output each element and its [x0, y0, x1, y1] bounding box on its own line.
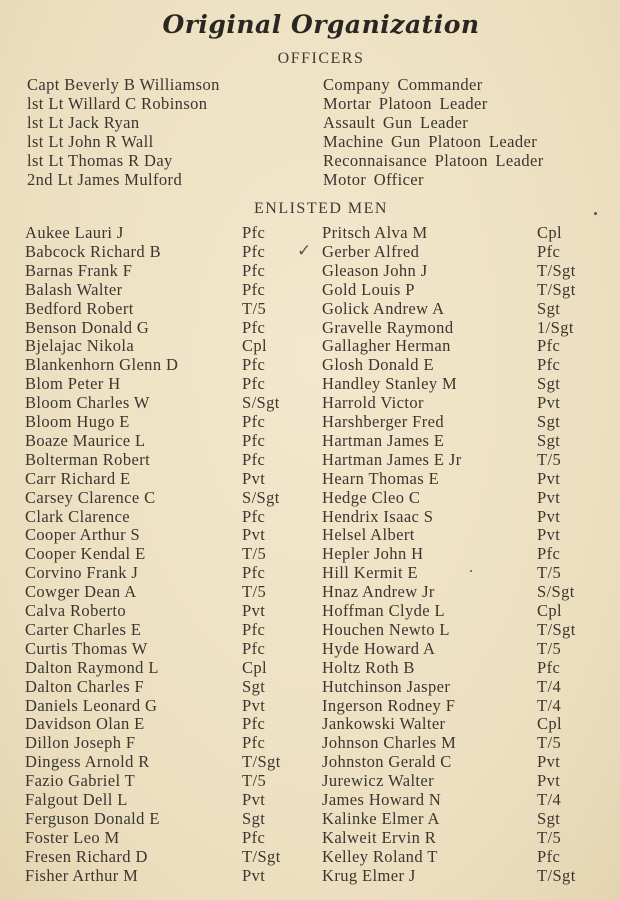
enlisted-rank: Cpl [242, 657, 268, 677]
enlisted-rank: Pfc [537, 846, 561, 866]
officer-row [27, 132, 607, 151]
enlisted-name: Aukee Lauri J [25, 223, 124, 242]
enlisted-name: Hoffman Clyde L [322, 601, 446, 620]
enlisted-name: Dalton Charles F [25, 676, 145, 696]
enlisted-row [25, 658, 615, 677]
enlisted-rank: Pfc [242, 355, 266, 375]
enlisted-name: Bolterman Robert [25, 449, 151, 469]
officer-name: lst Lt Willard C Robinson [27, 94, 208, 113]
enlisted-rank: Pvt [242, 468, 266, 488]
enlisted-rank: Pvt [537, 525, 561, 545]
enlisted-name: Bloom Hugo E [25, 412, 130, 431]
enlisted-name: Krug Elmer J [322, 865, 416, 885]
ink-speck [594, 212, 597, 215]
enlisted-name: Pritsch Alva M [322, 223, 428, 242]
enlisted-name: Balash Walter [25, 279, 123, 299]
enlisted-row [25, 374, 615, 393]
enlisted-name: Jankowski Walter [322, 714, 446, 734]
enlisted-row [25, 507, 615, 526]
enlisted-name: Carsey Clarence C [25, 487, 156, 507]
enlisted-rank: Pfc [242, 733, 266, 753]
enlisted-rank: Pvt [242, 695, 266, 715]
enlisted-row [25, 412, 615, 431]
officer-role: Reconnaisance Platoon Leader [323, 151, 544, 170]
enlisted-name: Gallagher Herman [322, 336, 451, 356]
enlisted-rank: Pfc [242, 374, 266, 394]
enlisted-name: Kalweit Ervin R [322, 827, 437, 847]
enlisted-name: Hyde Howard A [322, 638, 436, 658]
enlisted-name: Ferguson Donald E [25, 808, 160, 828]
officer-role: Motor Officer [323, 170, 424, 189]
enlisted-row [25, 280, 615, 299]
enlisted-name: Davidson Olan E [25, 714, 145, 734]
enlisted-rank: T/4 [537, 695, 562, 715]
enlisted-name: Cooper Arthur S [25, 525, 141, 545]
enlisted-rank: S/Sgt [537, 582, 575, 602]
enlisted-name: Jurewicz Walter [322, 771, 435, 791]
enlisted-name: Johnson Charles M [322, 733, 457, 753]
enlisted-name: Fresen Richard D [25, 846, 148, 866]
enlisted-name: Hill Kermit E [322, 563, 418, 583]
enlisted-row [25, 771, 615, 790]
enlisted-rank: T/4 [537, 676, 562, 696]
enlisted-name: Corvino Frank J [25, 563, 139, 583]
enlisted-name: Bloom Charles W [25, 393, 150, 413]
enlisted-name: Glosh Donald E [322, 355, 434, 375]
enlisted-name: Gold Louis P [322, 279, 415, 299]
officer-row [27, 151, 607, 170]
enlisted-name: Cooper Kendal E [25, 544, 146, 564]
enlisted-name: Dillon Joseph F [25, 733, 136, 753]
enlisted-row [25, 714, 615, 733]
enlisted-name: Houchen Newto L [322, 619, 450, 639]
enlisted-name: Johnston Gerald C [322, 752, 452, 772]
officer-row [27, 75, 607, 94]
enlisted-rank: T/Sgt [537, 260, 576, 280]
enlisted-name: Fazio Gabriel T [25, 771, 136, 791]
enlisted-name: Handley Stanley M [322, 374, 458, 394]
enlisted-rank: T/5 [242, 298, 267, 318]
enlisted-rank: Pvt [242, 525, 266, 545]
enlisted-rank: S/Sgt [242, 393, 280, 413]
enlisted-name: Hendrix Isaac S [322, 506, 434, 526]
enlisted-name: Cowger Dean A [25, 582, 137, 602]
enlisted-row [25, 828, 615, 847]
enlisted-name: Babcock Richard B [25, 241, 162, 261]
enlisted-row [25, 733, 615, 752]
enlisted-row [25, 677, 615, 696]
enlisted-row [25, 450, 615, 469]
enlisted-row [25, 469, 615, 488]
enlisted-rank: S/Sgt [242, 487, 280, 507]
enlisted-row [25, 696, 615, 715]
enlisted-row [25, 620, 615, 639]
enlisted-name: Gravelle Raymond [322, 317, 454, 337]
enlisted-name: Gerber Alfred [322, 241, 420, 261]
enlisted-row [25, 261, 615, 280]
enlisted-row [25, 336, 615, 355]
enlisted-rank: Sgt [537, 374, 561, 394]
enlisted-name: Dingess Arnold R [25, 752, 150, 772]
enlisted-row [25, 431, 615, 450]
enlisted-rank: T/5 [242, 582, 267, 602]
enlisted-rank: T/Sgt [242, 752, 281, 772]
enlisted-name: Hnaz Andrew Jr [322, 582, 435, 602]
enlisted-rank: T/5 [537, 563, 562, 583]
enlisted-rank: Pvt [537, 393, 561, 413]
enlisted-rank: Pvt [537, 752, 561, 772]
enlisted-name: Hedge Cleo C [322, 487, 421, 507]
enlisted-rank: Pfc [242, 449, 266, 469]
enlisted-rank: Cpl [537, 223, 563, 242]
enlisted-rank: Pfc [537, 657, 561, 677]
officer-name: lst Lt Jack Ryan [27, 113, 140, 132]
officers-heading: OFFICERS [277, 50, 365, 67]
enlisted-rank: Pfc [537, 355, 561, 375]
enlisted-name: Hutchinson Jasper [322, 676, 451, 696]
enlisted-name: Daniels Leonard G [25, 695, 158, 715]
enlisted-rank: Pfc [242, 412, 266, 431]
enlisted-rank: Pvt [242, 790, 266, 809]
enlisted-rank: Pfc [537, 544, 561, 564]
enlisted-rank: Pvt [242, 601, 266, 620]
enlisted-name: Benson Donald G [25, 317, 150, 337]
enlisted-heading: ENLISTED MEN [254, 200, 388, 217]
enlisted-rank: Sgt [537, 298, 561, 318]
enlisted-rank: T/Sgt [537, 865, 576, 885]
enlisted-rank: Cpl [242, 336, 268, 356]
enlisted-row [25, 601, 615, 620]
enlisted-row [25, 525, 615, 544]
enlisted-rank: T/5 [242, 771, 267, 791]
enlisted-rank: Pfc [242, 714, 266, 734]
enlisted-name: Kelley Roland T [322, 846, 438, 866]
enlisted-rank: Pfc [242, 241, 266, 261]
enlisted-rank: T/5 [537, 733, 562, 753]
enlisted-rank: T/5 [537, 449, 562, 469]
enlisted-rank: T/5 [242, 544, 267, 564]
enlisted-row [25, 299, 615, 318]
enlisted-rank: Sgt [242, 808, 266, 828]
enlisted-name: Barnas Frank F [25, 260, 133, 280]
enlisted-name: Harrold Victor [322, 393, 424, 413]
enlisted-row [25, 393, 615, 412]
enlisted-rank: Cpl [537, 714, 563, 734]
enlisted-name: Helsel Albert [322, 525, 415, 545]
enlisted-row [25, 318, 615, 337]
officer-role: Machine Gun Platoon Leader [323, 132, 538, 151]
enlisted-name: Boaze Maurice L [25, 430, 146, 450]
enlisted-row [25, 866, 615, 885]
enlisted-name: Calva Roberto [25, 601, 126, 620]
enlisted-name: Harshberger Fred [322, 412, 445, 431]
enlisted-rank: Pfc [537, 241, 561, 261]
enlisted-rank: Pfc [242, 563, 266, 583]
enlisted-row [25, 223, 615, 242]
enlisted-rank: T/Sgt [537, 619, 576, 639]
enlisted-name: Bjelajac Nikola [25, 336, 135, 356]
enlisted-row [25, 563, 615, 582]
enlisted-rank: Sgt [537, 412, 561, 431]
enlisted-rank: Cpl [537, 601, 563, 620]
enlisted-name: Hepler John H [322, 544, 424, 564]
enlisted-name: Carter Charles E [25, 619, 142, 639]
enlisted-rank: Pvt [537, 506, 561, 526]
enlisted-rank: Pfc [242, 638, 266, 658]
enlisted-rank: Sgt [537, 808, 561, 828]
enlisted-rank: Pfc [242, 317, 266, 337]
enlisted-name: James Howard N [322, 790, 442, 809]
enlisted-row [25, 582, 615, 601]
enlisted-row [25, 639, 615, 658]
officer-role: Assault Gun Leader [323, 113, 469, 132]
enlisted-name: Dalton Raymond L [25, 657, 159, 677]
officer-row [27, 94, 607, 113]
enlisted-row [25, 355, 615, 374]
enlisted-name: Carr Richard E [25, 468, 131, 488]
enlisted-row [25, 752, 615, 771]
officer-row [27, 170, 607, 189]
officer-name: Capt Beverly B Williamson [27, 75, 220, 94]
enlisted-name: Hartman James E [322, 430, 445, 450]
enlisted-rank: Pvt [537, 487, 561, 507]
officer-row [27, 113, 607, 132]
officer-role: Company Commander [323, 75, 483, 94]
enlisted-rank: Pfc [242, 506, 266, 526]
officer-name: lst Lt John R Wall [27, 132, 154, 151]
enlisted-rank: T/5 [537, 638, 562, 658]
enlisted-row [25, 790, 615, 809]
enlisted-rank: Pfc [242, 223, 266, 242]
enlisted-name: Blom Peter H [25, 374, 121, 394]
officer-role: Mortar Platoon Leader [323, 94, 488, 113]
enlisted-row [25, 847, 615, 866]
officer-name: 2nd Lt James Mulford [27, 170, 183, 189]
enlisted-name: Fisher Arthur M [25, 865, 139, 885]
enlisted-name: Gleason John J [322, 260, 428, 280]
enlisted-rank: T/Sgt [242, 846, 281, 866]
enlisted-name: Kalinke Elmer A [322, 808, 440, 828]
enlisted-row [25, 809, 615, 828]
ink-speck [470, 570, 472, 572]
enlisted-rank: Pfc [242, 619, 266, 639]
enlisted-name: Curtis Thomas W [25, 638, 148, 658]
enlisted-rank: Pfc [242, 279, 266, 299]
officer-name: lst Lt Thomas R Day [27, 151, 173, 170]
check-mark-icon: ✓ [297, 240, 312, 260]
page-title: Original Organization [162, 10, 480, 39]
enlisted-rank: T/4 [537, 790, 562, 809]
enlisted-rank: Pfc [242, 260, 266, 280]
enlisted-rank: Pfc [242, 827, 266, 847]
enlisted-rank: T/5 [537, 827, 562, 847]
enlisted-rank: 1/Sgt [537, 317, 574, 337]
enlisted-rank: Sgt [537, 430, 561, 450]
enlisted-rank: Pvt [242, 865, 266, 885]
enlisted-name: Golick Andrew A [322, 298, 445, 318]
enlisted-name: Hartman James E Jr [322, 449, 462, 469]
enlisted-rank: Pvt [537, 468, 561, 488]
enlisted-name: Falgout Dell L [25, 790, 128, 809]
enlisted-rank: Sgt [242, 676, 266, 696]
enlisted-name: Clark Clarence [25, 506, 131, 526]
enlisted-name: Hearn Thomas E [322, 468, 440, 488]
enlisted-name: Holtz Roth B [322, 657, 415, 677]
enlisted-name: Bedford Robert [25, 298, 134, 318]
enlisted-row [25, 488, 615, 507]
enlisted-name: Ingerson Rodney F [322, 695, 456, 715]
enlisted-rank: Pfc [537, 336, 561, 356]
enlisted-name: Foster Leo M [25, 827, 120, 847]
enlisted-rank: Pfc [242, 430, 266, 450]
enlisted-name: Blankenhorn Glenn D [25, 355, 179, 375]
enlisted-row [25, 242, 615, 261]
enlisted-rank: Pvt [537, 771, 561, 791]
enlisted-rank: T/Sgt [537, 279, 576, 299]
enlisted-row [25, 544, 615, 563]
